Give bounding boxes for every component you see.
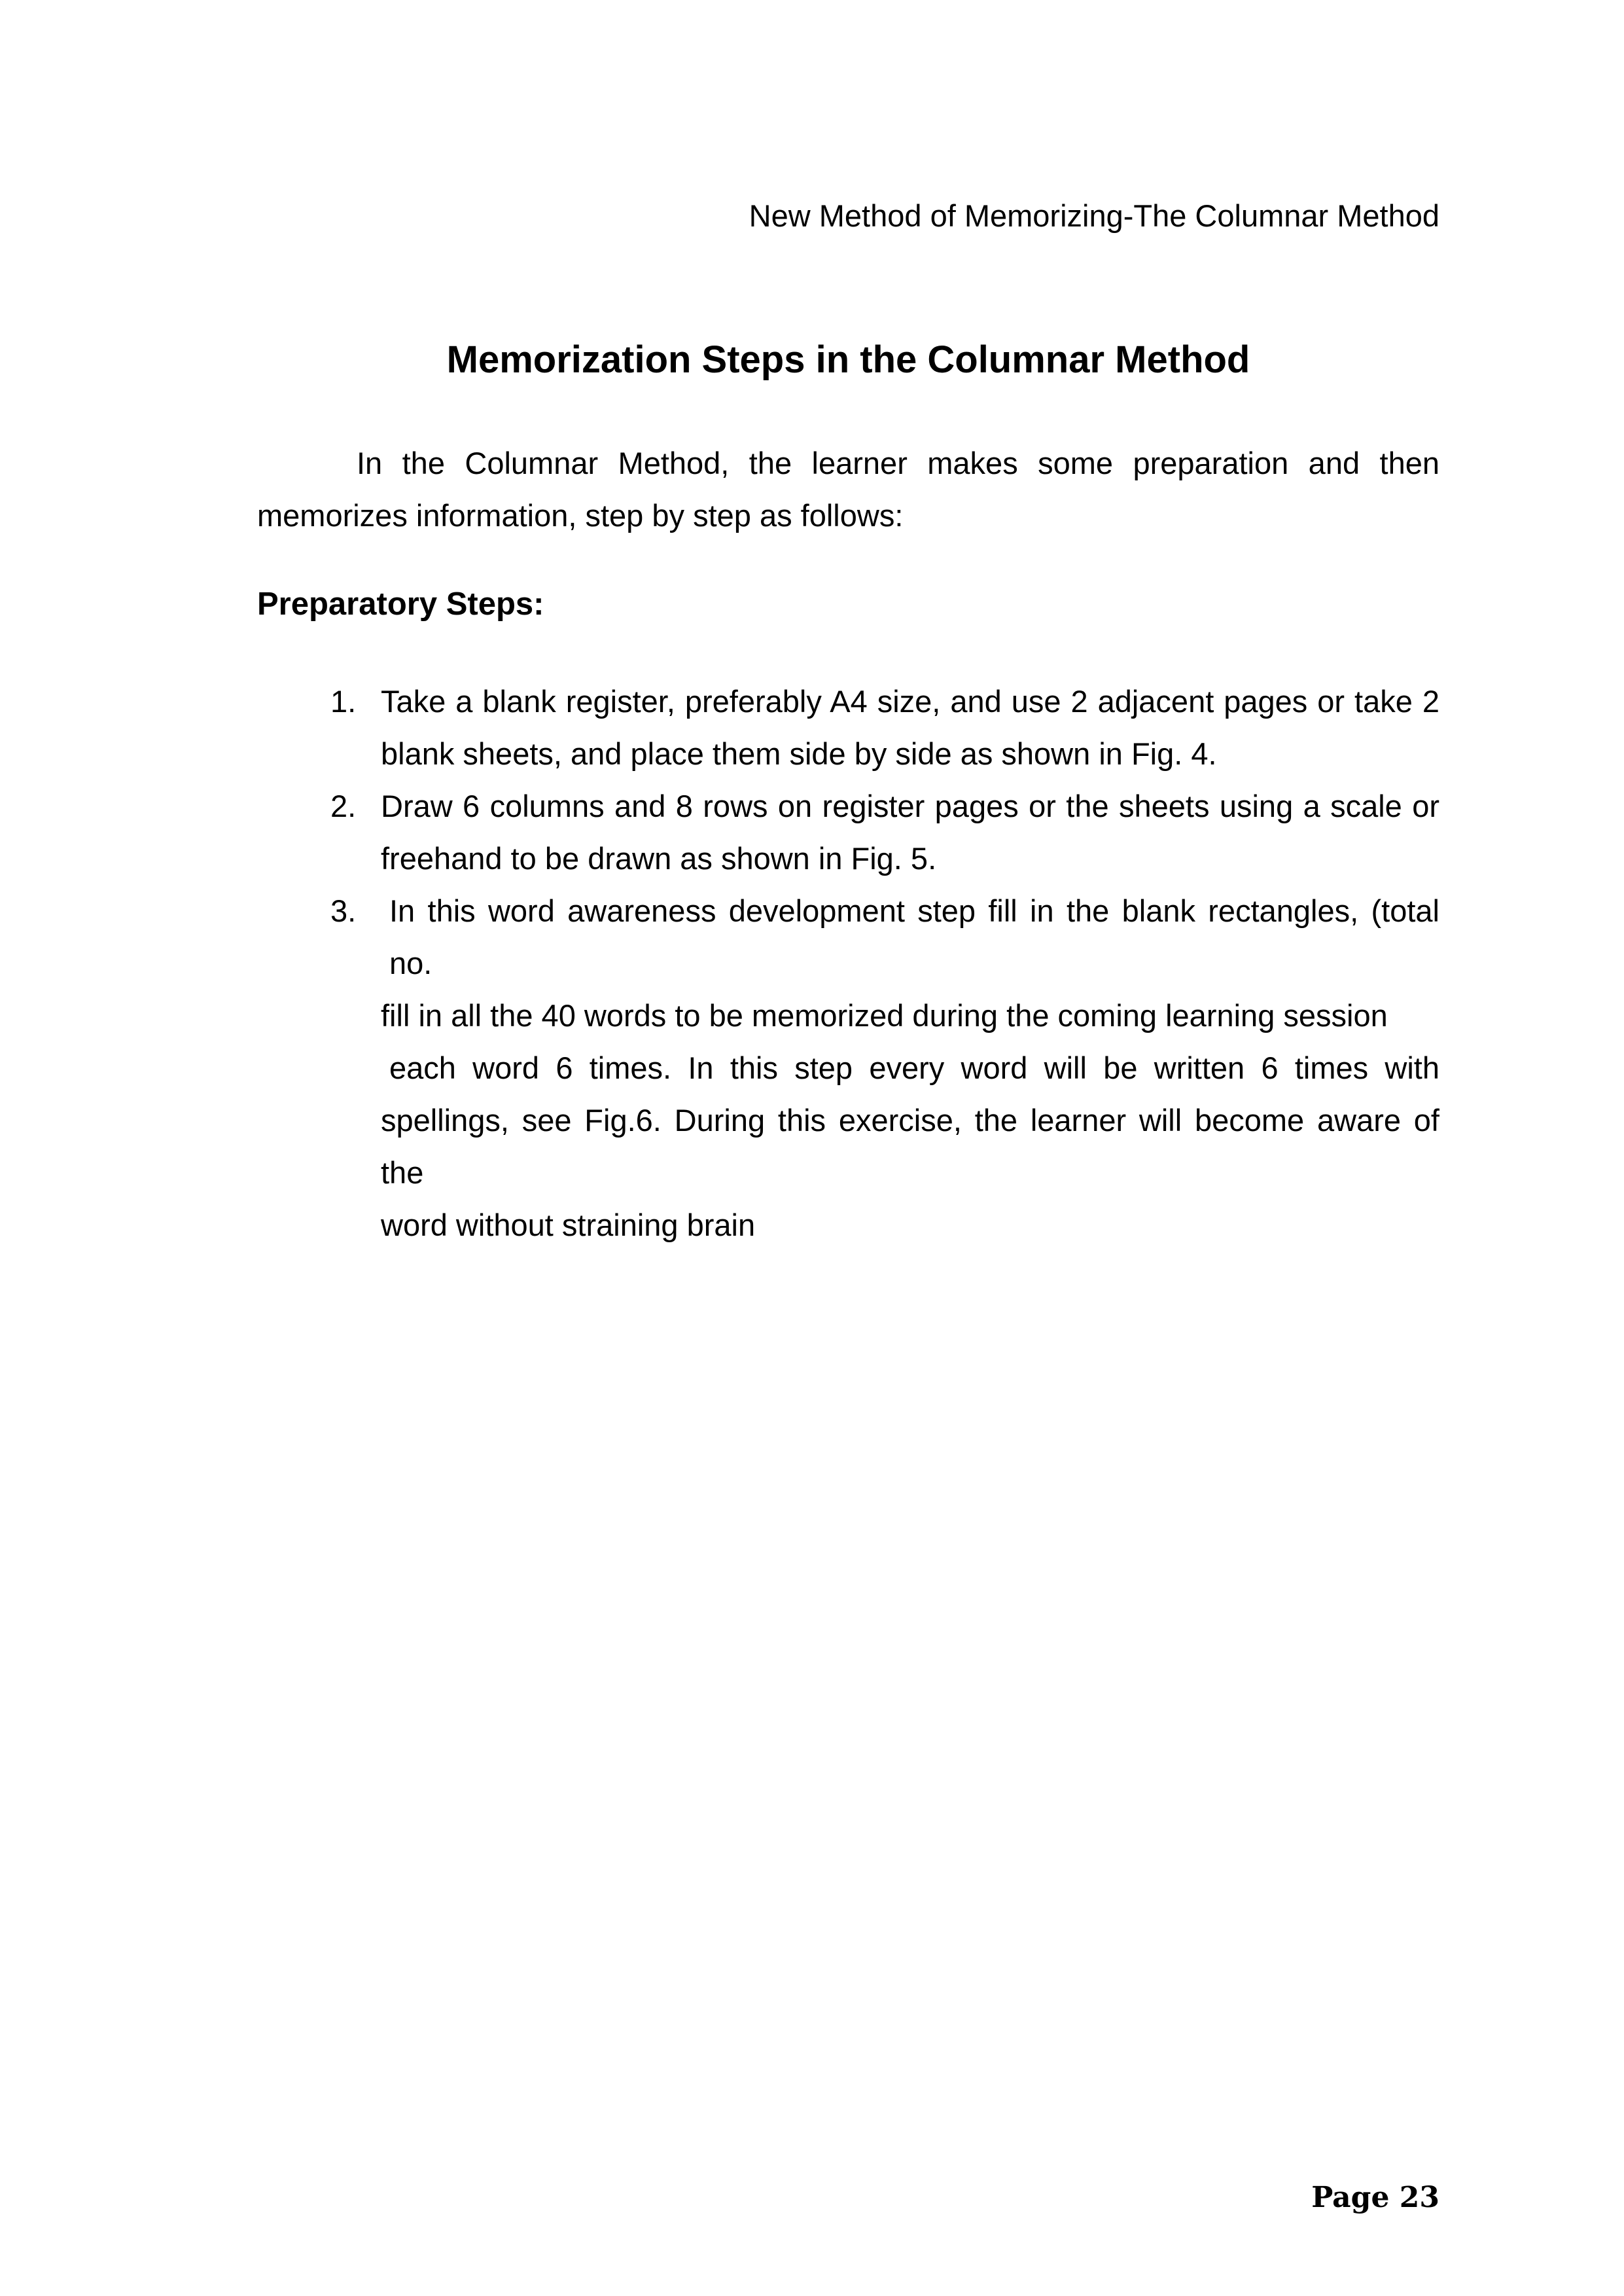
step-line: fill in all the 40 words to be memorized during the coming learning session: [381, 998, 1388, 1033]
step-line: freehand to be drawn as shown in Fig. 5.: [381, 841, 937, 876]
step-line: In this word awareness development step fill in the blank rectangles, (total no.: [389, 893, 1439, 980]
steps-list: [257, 675, 1439, 1251]
step-line: spellings, see Fig.6. During this exercise, the learner will become aware of the: [381, 1103, 1439, 1190]
section-heading: Preparatory Steps:: [257, 586, 544, 622]
running-header: New Method of Memorizing-The Columnar Method: [749, 198, 1439, 233]
step-number: 2.: [330, 789, 357, 823]
step-line: each word 6 times. In this step every word will be written 6 times with: [389, 1050, 1439, 1085]
page-number-footer: Page 23: [1311, 2181, 1439, 2214]
step-item-1: [257, 675, 1439, 780]
intro-paragraph: In the Columnar Method, the learner makes some preparation and then memorizes information, step by step as follows:: [257, 446, 1439, 533]
step-item-3: [257, 885, 1439, 1251]
page-title: Memorization Steps in the Columnar Method: [446, 338, 1250, 381]
step-line: Draw 6 columns and 8 rows on register pages or the sheets using a scale or: [381, 789, 1439, 823]
step-line: blank sheets, and place them side by side as shown in Fig. 4.: [381, 736, 1217, 771]
step-line: Take a blank register, preferably A4 size, and use 2 adjacent pages or take 2: [381, 684, 1439, 719]
step-line: word without straining brain: [381, 1208, 756, 1242]
step-item-2: [257, 780, 1439, 885]
step-number: 3.: [330, 893, 357, 928]
step-number: 1.: [330, 684, 357, 719]
